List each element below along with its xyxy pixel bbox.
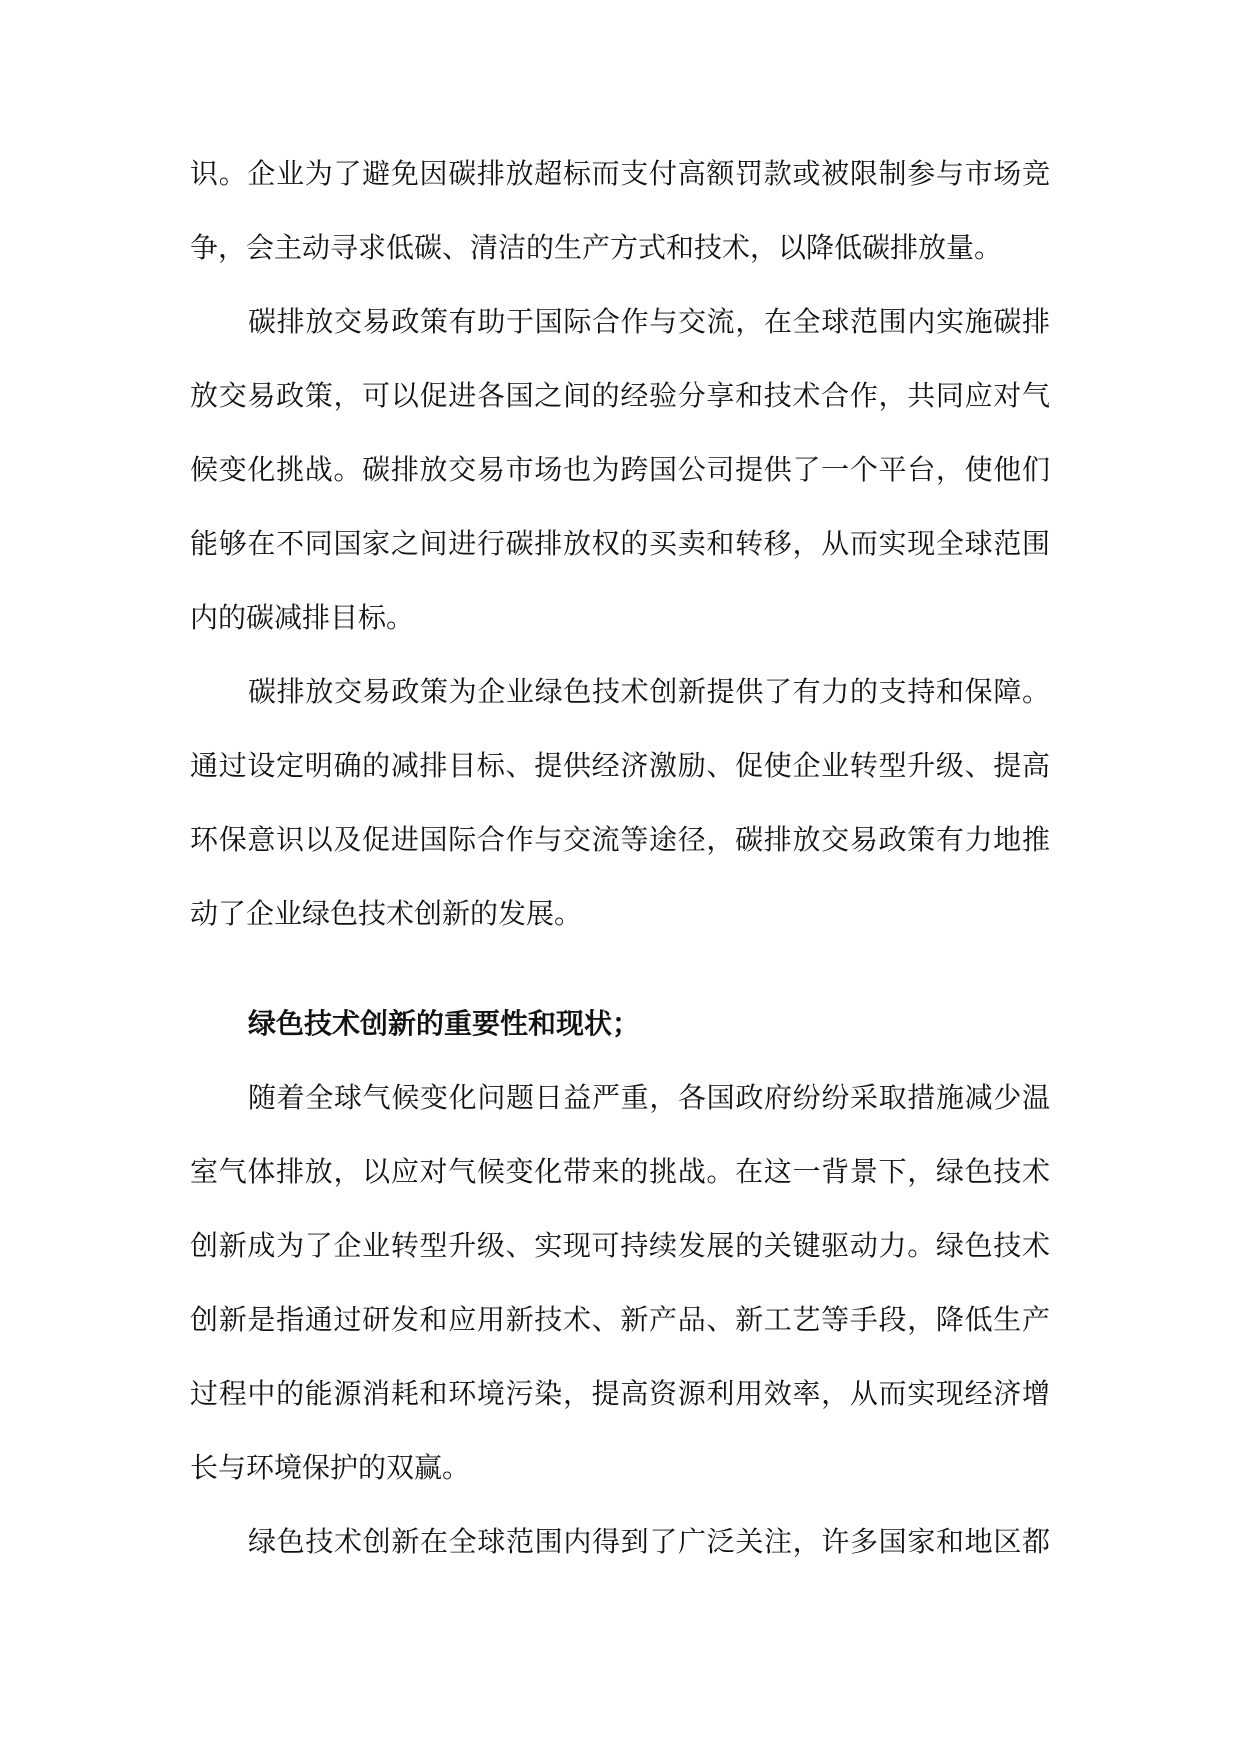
paragraph-line: 绿色技术创新在全球范围内得到了广泛关注，许多国家和地区都 [248, 1525, 1050, 1558]
paragraph-line: 过程中的能源消耗和环境污染，提高资源利用效率，从而实现经济增 [190, 1377, 1050, 1410]
paragraph-line: 创新成为了企业转型升级、实现可持续发展的关键驱动力。绿色技术 [190, 1229, 1050, 1262]
paragraph-line: 长与环境保护的双赢。 [190, 1451, 471, 1484]
paragraph-line: 通过设定明确的减排目标、提供经济激励、促使企业转型升级、提高 [190, 749, 1050, 782]
paragraph-line: 碳排放交易政策为企业绿色技术创新提供了有力的支持和保障。 [248, 675, 1050, 708]
paragraph-line: 识。企业为了避免因碳排放超标而支付高额罚款或被限制参与市场竞 [190, 157, 1050, 190]
paragraph-line: 室气体排放，以应对气候变化带来的挑战。在这一背景下，绿色技术 [190, 1155, 1050, 1188]
paragraph-line: 碳排放交易政策有助于国际合作与交流，在全球范围内实施碳排 [248, 305, 1050, 338]
paragraph-line: 环保意识以及促进国际合作与交流等途径，碳排放交易政策有力地推 [190, 823, 1050, 856]
section-heading: 绿色技术创新的重要性和现状； [248, 1007, 641, 1040]
paragraph-line: 候变化挑战。碳排放交易市场也为跨国公司提供了一个平台，使他们 [190, 453, 1050, 486]
paragraph-line: 内的碳减排目标。 [190, 601, 415, 634]
paragraph-line: 能够在不同国家之间进行碳排放权的买卖和转移，从而实现全球范围 [190, 527, 1050, 560]
paragraph-line: 随着全球气候变化问题日益严重，各国政府纷纷采取措施减少温 [248, 1081, 1050, 1114]
paragraph-line: 争，会主动寻求低碳、清洁的生产方式和技术，以降低碳排放量。 [190, 231, 1003, 264]
paragraph-line: 创新是指通过研发和应用新技术、新产品、新工艺等手段，降低生产 [190, 1303, 1050, 1336]
paragraph-line: 放交易政策，可以促进各国之间的经验分享和技术合作，共同应对气 [190, 379, 1050, 412]
paragraph-line: 动了企业绿色技术创新的发展。 [190, 897, 583, 930]
